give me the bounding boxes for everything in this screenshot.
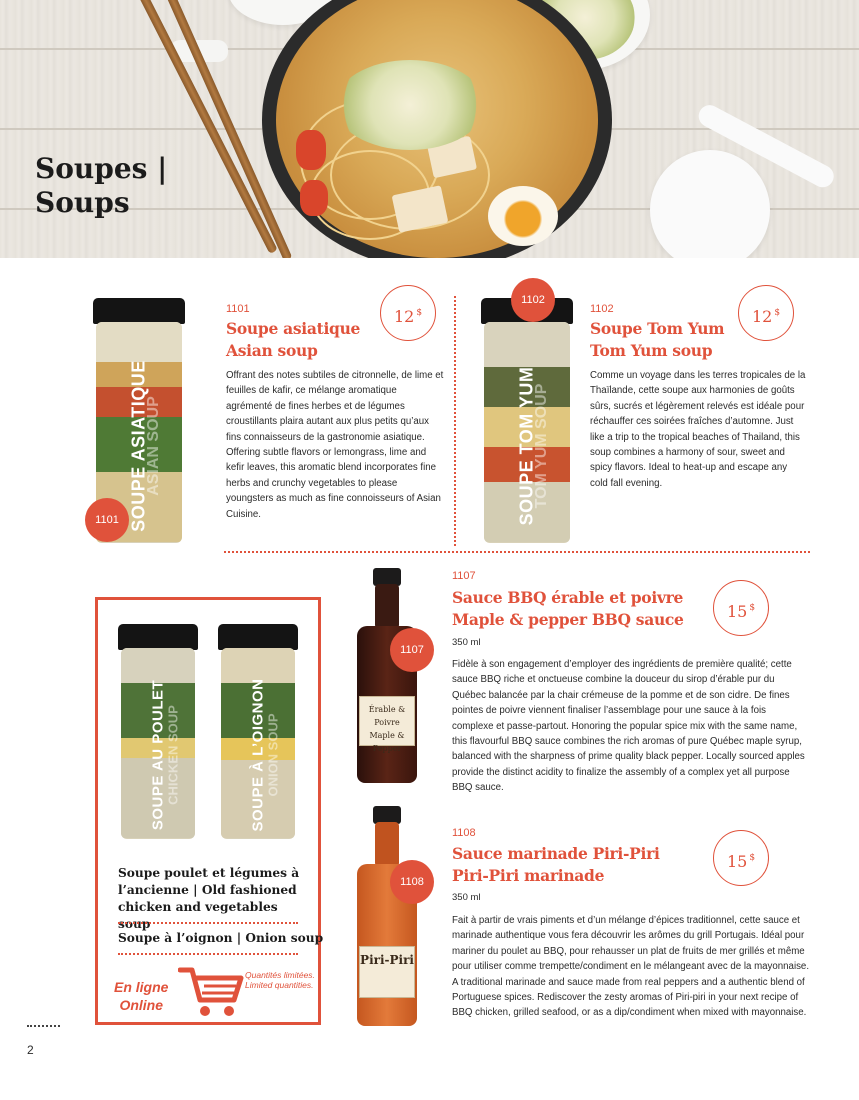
bottle-1107: Érable & Poivre Maple & Pepper xyxy=(355,568,419,783)
product-code: 1101 xyxy=(226,303,250,315)
product-name: Sauce marinade Piri-Piri Piri-Piri marinade xyxy=(452,844,660,885)
product-code: 1107 xyxy=(452,570,476,582)
divider xyxy=(27,1025,60,1027)
price-badge: 15 $ xyxy=(713,580,769,636)
price-badge: 12 $ xyxy=(738,285,794,341)
product-badge: 1101 xyxy=(85,498,129,542)
divider xyxy=(454,296,456,546)
jar-chicken-soup: SOUPE AU POULET CHICKEN SOUP xyxy=(118,624,198,839)
promo-box xyxy=(95,597,324,1025)
product-badge: 1107 xyxy=(390,628,434,672)
jar-1101: SOUPE ASIATIQUE ASIAN SOUP xyxy=(93,298,185,543)
page-title: Soupes | Soups xyxy=(35,152,168,219)
divider xyxy=(224,551,810,553)
product-description: Fait à partir de vrais piments et d’un mélange d’épices traditionnel, cette sauce et marinade authentique vous fera découvrir les arômes du grill Portugais. Idéal pour mariner du poulet au BBQ, pour rehausser un plat de fruits de mer grillés et même pour utiliser comme trempette/condiment en le mélangeant avec de la mayonnaise. A traditional marinade and sauce made from real peppers and a authentic blend of Portuguese spices. Rediscover the zesty aromas of Piri-piri in your next recipe of BBQ chicken, grilled seafood, or as a dip/condiment when mixed with mayonnaise. xyxy=(452,915,810,1019)
product-name: Soupe Tom Yum Tom Yum soup xyxy=(590,319,725,360)
product-code: 1108 xyxy=(452,827,476,839)
shopping-cart-icon[interactable] xyxy=(178,962,244,1025)
product-badge: 1102 xyxy=(511,278,555,322)
price-badge: 12 $ xyxy=(380,285,436,341)
promo-title: Soupe poulet et légumes à l’ancienne | Old fashioned chicken and vegetables soup xyxy=(118,866,300,931)
product-description: Comme un voyage dans les terres tropicales de la Thaïlande, cette soupe aux harmonies de goûts sûrs, sucrés et légèrement relevés est idéale pour réchauffer ces soirées fraîches d’automne. Just like a trip to the tropical beaches of Thailand, this soup combines a harmony of sour, sweet and spicy flavors. Ideal to heat-up and escape any cold fall evening. xyxy=(590,370,806,489)
product-name: Sauce BBQ érable et poivre Maple & pepper BBQ sauce xyxy=(452,588,684,629)
product-volume: 350 ml xyxy=(452,637,481,648)
egg xyxy=(488,186,558,246)
product-volume: 350 ml xyxy=(452,892,481,903)
jar-onion-soup: SOUPE À L’OIGNON ONION SOUP xyxy=(218,624,298,839)
bottle-1108: Piri-Piri xyxy=(355,806,419,1026)
product-description: Offrant des notes subtiles de citronnelle, de lime et feuilles de kafir, ce mélange aromatique agrémenté de fines herbes et de légumes croustillants plaira autant aux plus petits qu’aux fins connaisseurs de la gastronomie asiatique. Offering subtle flavors or lemongrass, lime and kefir leaves, this aromatic blend incorporates fine herbs and crunchy vegetables to please youngsters as much as fine connoisseurs of Asian Cuisine. xyxy=(226,370,444,520)
spoon xyxy=(650,150,770,258)
product-badge: 1108 xyxy=(390,860,434,904)
promo-subtitle: Soupe à l’oignon | Onion soup xyxy=(118,931,324,945)
price-badge: 15 $ xyxy=(713,830,769,886)
product-name: Soupe asiatique Asian soup xyxy=(226,319,361,360)
divider xyxy=(118,922,298,924)
product-code: 1102 xyxy=(590,303,614,315)
jar-1102: SOUPE TOM YUM TOM YUM SOUP xyxy=(481,298,573,543)
product-description: Fidèle à son engagement d’employer des ingrédients de première qualité; cette sauce BBQ riche et onctueuse combine la douceur du sirop d’érable pur du Québec balancée par la chair crémeuse de la pomme et de son cidre. De fines pointes de poivre viennent finaliser l’assemblage pour une sauce à la fois complexe et passe-partout. Honoring the popular spice mix with the same name, this flavourful BBQ sauce combines the rich aromas of pure Québec maple syrup, balanced with the sharpness of prime quality black pepper. Locally sourced apples provide the distinct acidity to finalize the assembly of a complex yet all purpose BBQ sauce. xyxy=(452,659,805,794)
divider xyxy=(118,953,298,955)
limited-quantities-note: Quantités limitées. Limited quantities. xyxy=(245,970,315,990)
online-label[interactable]: En ligne Online xyxy=(114,979,169,1013)
page-number: 2 xyxy=(27,1043,34,1057)
